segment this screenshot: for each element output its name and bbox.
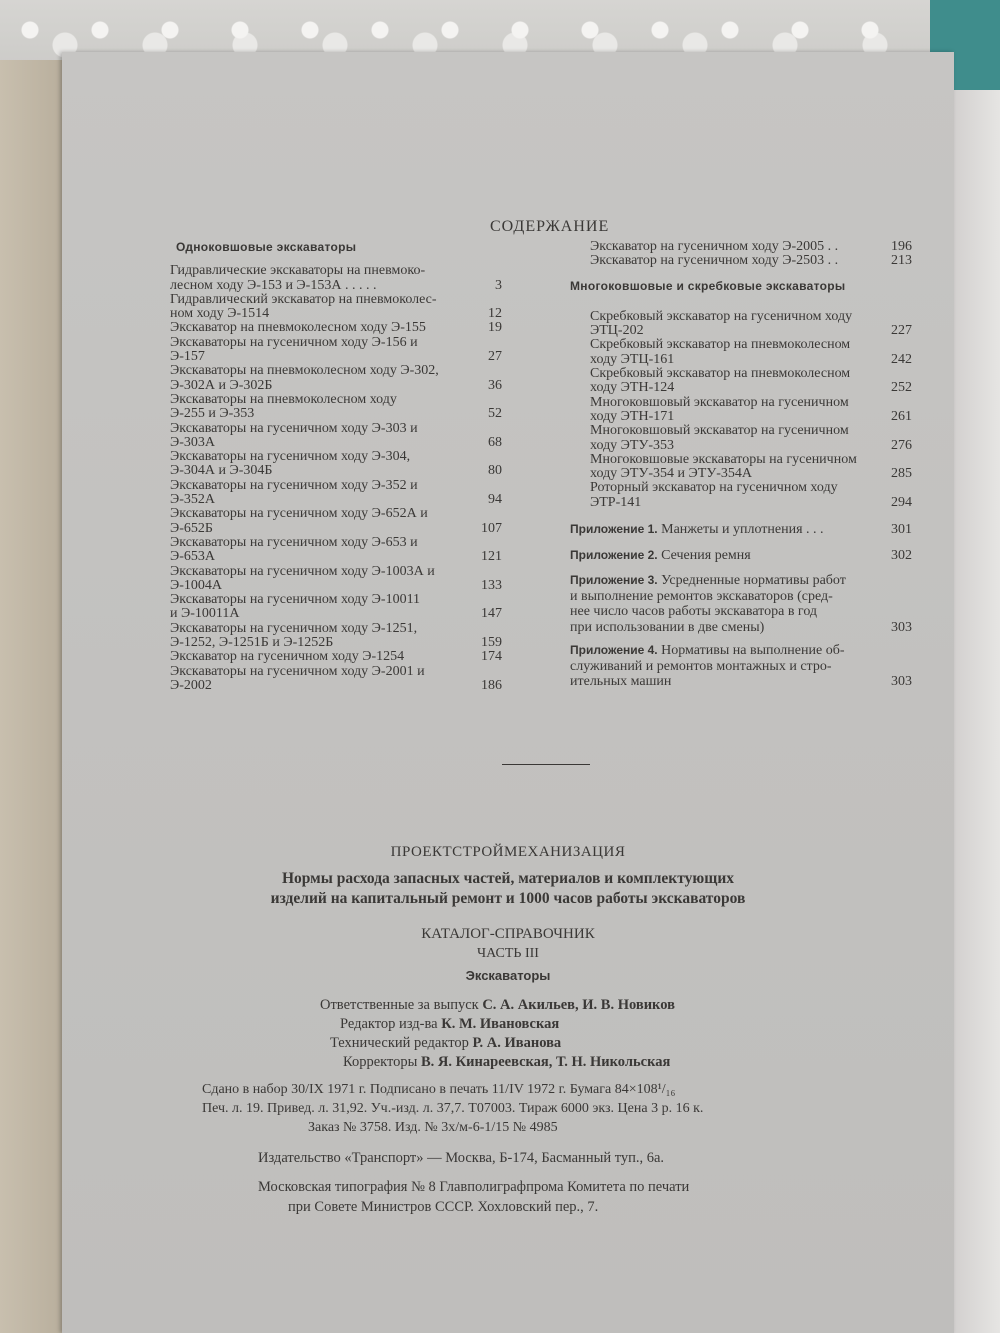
toc-entry xyxy=(590,254,912,268)
book-title-line-2: изделий на капитальный ремонт и 1000 часов работы экскаваторов xyxy=(270,890,746,907)
toc-left-heading: Одноковшовые экскаваторы xyxy=(176,240,357,254)
appendix-label: Приложение 3. xyxy=(570,573,658,588)
toc-entry-page-number: 107 xyxy=(481,520,502,536)
toc-entry-title: Гидравлический экскаватор на пневмоколес- ном ходу Э-1514 xyxy=(170,291,437,322)
toc-entry-title: Экскаваторы на гусеничном ходу Э-10011 и Э-10011А xyxy=(170,592,421,622)
toc-entry xyxy=(590,453,912,482)
print-info-line-3: Заказ № 3758. Изд. № 3х/м-6-1/15 № 4985 xyxy=(308,1120,558,1135)
toc-entry-title: Роторный экскаватор на гусеничном ходу ЭТР-141 xyxy=(590,480,838,510)
toc-entry-page-number: 159 xyxy=(481,635,502,651)
toc-entry-title: Экскаватор на гусеничном ходу Э-1254 xyxy=(170,649,405,665)
toc-entry-page-number: 186 xyxy=(481,677,502,693)
toc-entry xyxy=(170,507,502,536)
toc-entry xyxy=(590,338,912,367)
toc-appendix xyxy=(570,522,912,538)
toc-entry-page-number: 261 xyxy=(891,408,912,424)
toc-entry xyxy=(170,336,502,365)
responsible-names: С. А. Акильев, И. В. Новиков xyxy=(482,997,675,1013)
book-subject: Экскаваторы xyxy=(465,968,551,983)
toc-entry-page-number: 147 xyxy=(481,606,502,622)
toc-entry-page-number: 80 xyxy=(488,463,502,479)
toc-entry xyxy=(590,367,912,396)
toc-left-list xyxy=(170,264,502,693)
book-title-line-1: Нормы расхода запасных частей, материалов и комплектующих xyxy=(281,870,735,887)
book-part: ЧАСТЬ III xyxy=(477,946,539,961)
appendix-title: Усредненные нормативы работ и выполнение ремонтов экскаваторов (сред- нее число часов работы экскаватора в год при использовании в две смены) xyxy=(570,573,846,635)
toc-entry xyxy=(590,396,912,425)
appendix-title: Манжеты и уплотнения . . . xyxy=(657,522,824,538)
toc-entry-title: Экскаваторы на гусеничном ходу Э-304, Э-304А и Э-304Б xyxy=(170,449,411,479)
toc-entry-title: Экскаватор на гусеничном ходу Э-2503 . . xyxy=(590,253,839,269)
toc-appendix xyxy=(570,573,912,635)
toc-entry xyxy=(170,536,502,565)
toc-entry-page-number: 52 xyxy=(488,406,502,422)
toc-entry-title: Экскаваторы на гусеничном ходу Э-652А и Э-652Б xyxy=(170,506,428,536)
toc-entry-title: Многоковшовый экскаватор на гусеничном ходу ЭТУ-353 xyxy=(590,423,849,453)
toc-entry-page-number: 242 xyxy=(891,351,912,367)
correctors-line xyxy=(343,1054,670,1071)
toc-title: СОДЕРЖАНИЕ xyxy=(490,218,610,235)
book-kind: КАТАЛОГ-СПРАВОЧНИК xyxy=(421,926,595,942)
appendix-label: Приложение 1. xyxy=(570,522,658,537)
toc-right-heading: Многоковшовые и скребковые экскаваторы xyxy=(570,278,846,293)
toc-entry-page-number: 12 xyxy=(488,306,502,322)
appendix-label: Приложение 4. xyxy=(570,643,658,658)
toc-appendix xyxy=(570,643,912,690)
responsible-label: Ответственные за выпуск xyxy=(320,997,483,1013)
book-page xyxy=(62,52,954,1333)
toc-entry-page-number: 174 xyxy=(481,649,502,665)
toc-entry-page-number: 196 xyxy=(891,239,912,254)
print-info-line-1: Сдано в набор 30/IX 1971 г. Подписано в печать 11/IV 1972 г. Бумага 84×108¹/₁₆ xyxy=(202,1082,676,1097)
toc-entry xyxy=(590,481,912,510)
appendix-page-number: 303 xyxy=(891,619,912,635)
appendix-title: Сечения ремня xyxy=(657,547,751,563)
toc-entry-page-number: 285 xyxy=(891,466,912,482)
toc-entry-page-number: 27 xyxy=(488,349,502,365)
toc-entry-page-number: 213 xyxy=(891,253,912,269)
toc-entry xyxy=(590,240,912,254)
appendix-page-number: 303 xyxy=(891,674,912,690)
toc-entry-title: Экскаваторы на гусеничном ходу Э-156 и Э-157 xyxy=(170,334,418,365)
toc-entry-title: Экскаватор на гусеничном ходу Э-2005 . . xyxy=(590,239,839,254)
tech-editor-line xyxy=(330,1035,561,1052)
toc-entry-title: Экскаваторы на гусеничном ходу Э-1003А и Э-1004А xyxy=(170,563,435,593)
editor-name: К. М. Ивановская xyxy=(441,1016,560,1032)
toc-entry-title: Многоковшовые экскаваторы на гусеничном ходу ЭТУ-354 и ЭТУ-354А xyxy=(590,451,857,482)
toc-entry-page-number: 68 xyxy=(488,434,502,450)
toc-entry-title: Экскаваторы на пневмоколесном ходу Э-302, Э-302А и Э-302Б xyxy=(170,363,439,393)
toc-entry xyxy=(170,393,502,422)
toc-entry xyxy=(170,364,502,393)
editor-line xyxy=(340,1016,559,1033)
editor-label: Редактор изд-ва xyxy=(340,1016,442,1032)
toc-entry-page-number: 121 xyxy=(481,549,502,565)
tech-editor-label: Технический редактор xyxy=(330,1035,473,1051)
toc-entry-title: Экскаваторы на гусеничном ходу Э-303 и Э-303А xyxy=(170,420,418,450)
toc-entry xyxy=(170,479,502,508)
toc-entry-title: Скребковый экскаватор на пневмоколесном ходу ЭТН-124 xyxy=(590,366,851,396)
toc-entry xyxy=(170,293,502,322)
toc-entry xyxy=(170,622,502,651)
section-divider xyxy=(502,764,590,765)
toc-entry xyxy=(170,422,502,451)
publisher-org: ПРОЕКТСТРОЙМЕХАНИЗАЦИЯ xyxy=(390,844,626,860)
toc-entry-page-number: 227 xyxy=(891,323,912,339)
underlying-page-edge xyxy=(0,60,70,1333)
toc-entry-page-number: 19 xyxy=(488,320,502,336)
print-info-line-2: Печ. л. 19. Привед. л. 31,92. Уч.-изд. л. 37,7. Т07003. Тираж 6000 экз. Цена 3 р. 16 к. xyxy=(202,1101,704,1116)
toc-entry xyxy=(170,593,502,622)
toc-entry-page-number: 36 xyxy=(488,377,502,393)
appendix-page-number: 302 xyxy=(891,547,912,563)
appendix-label: Приложение 2. xyxy=(570,547,658,562)
printer-line-1: Московская типография № 8 Главполиграфпрома Комитета по печати xyxy=(258,1179,690,1195)
toc-entry-page-number: 276 xyxy=(891,437,912,453)
toc-entry-title: Экскаваторы на гусеничном ходу Э-653 и Э-653А xyxy=(170,534,418,565)
toc-entry-title: Экскаваторы на пневмоколесном ходу Э-255 и Э-353 xyxy=(170,391,397,422)
toc-entry-title: Скребковый экскаватор на пневмоколесном ходу ЭТЦ-161 xyxy=(590,337,851,367)
toc-entry-title: Гидравлические экскаваторы на пневмоко- лесном ходу Э-153 и Э-153А . . . . . xyxy=(170,263,426,293)
toc-entry-title: Скребковый экскаватор на гусеничном ходу ЭТЦ-202 xyxy=(590,308,853,339)
toc-right-top-list xyxy=(570,240,912,269)
toc-entry xyxy=(590,310,912,339)
toc-entry-page-number: 294 xyxy=(891,494,912,510)
toc-entry xyxy=(170,321,502,335)
toc-left-column xyxy=(170,240,502,693)
toc-entry-title: Экскаваторы на гусеничном ходу Э-2001 и Э-2002 xyxy=(170,663,425,693)
toc-entry xyxy=(170,650,502,664)
toc-entry xyxy=(170,450,502,479)
appendix-title: Нормативы на выполнение об- служиваний и ремонтов монтажных и стро- ительных машин xyxy=(570,643,845,690)
toc-entry-page-number: 3 xyxy=(495,277,502,293)
toc-appendix-list xyxy=(570,522,912,690)
toc-right-column xyxy=(570,240,912,700)
toc-entry-page-number: 133 xyxy=(481,577,502,593)
tech-editor-name: Р. А. Иванова xyxy=(472,1035,562,1051)
toc-entry xyxy=(170,565,502,594)
printer-line-2: при Совете Министров СССР. Хохловский пер., 7. xyxy=(288,1199,599,1215)
toc-entry-page-number: 94 xyxy=(488,492,502,508)
responsible-line xyxy=(320,997,675,1014)
toc-entry-title: Экскаваторы на гусеничном ходу Э-1251, Э-1252, Э-1251Б и Э-1252Б xyxy=(170,620,418,651)
toc-right-list xyxy=(570,310,912,510)
toc-entry xyxy=(590,424,912,453)
correctors-label: Корректоры xyxy=(343,1054,422,1070)
appendix-page-number: 301 xyxy=(891,522,912,538)
toc-entry-title: Экскаватор на пневмоколесном ходу Э-155 xyxy=(170,320,426,336)
correctors-names: В. Я. Кинареевская, Т. Н. Никольская xyxy=(421,1054,671,1070)
toc-entry-title: Экскаваторы на гусеничном ходу Э-352 и Э-352А xyxy=(170,477,418,508)
publisher-address: Издательство «Транспорт» — Москва, Б-174, Басманный туп., 6а. xyxy=(258,1150,665,1166)
toc-entry xyxy=(170,264,502,293)
toc-entry-page-number: 252 xyxy=(891,380,912,396)
toc-entry-title: Многоковшовый экскаватор на гусеничном ходу ЭТН-171 xyxy=(590,394,849,424)
toc-entry xyxy=(170,665,502,694)
toc-appendix xyxy=(570,548,912,564)
